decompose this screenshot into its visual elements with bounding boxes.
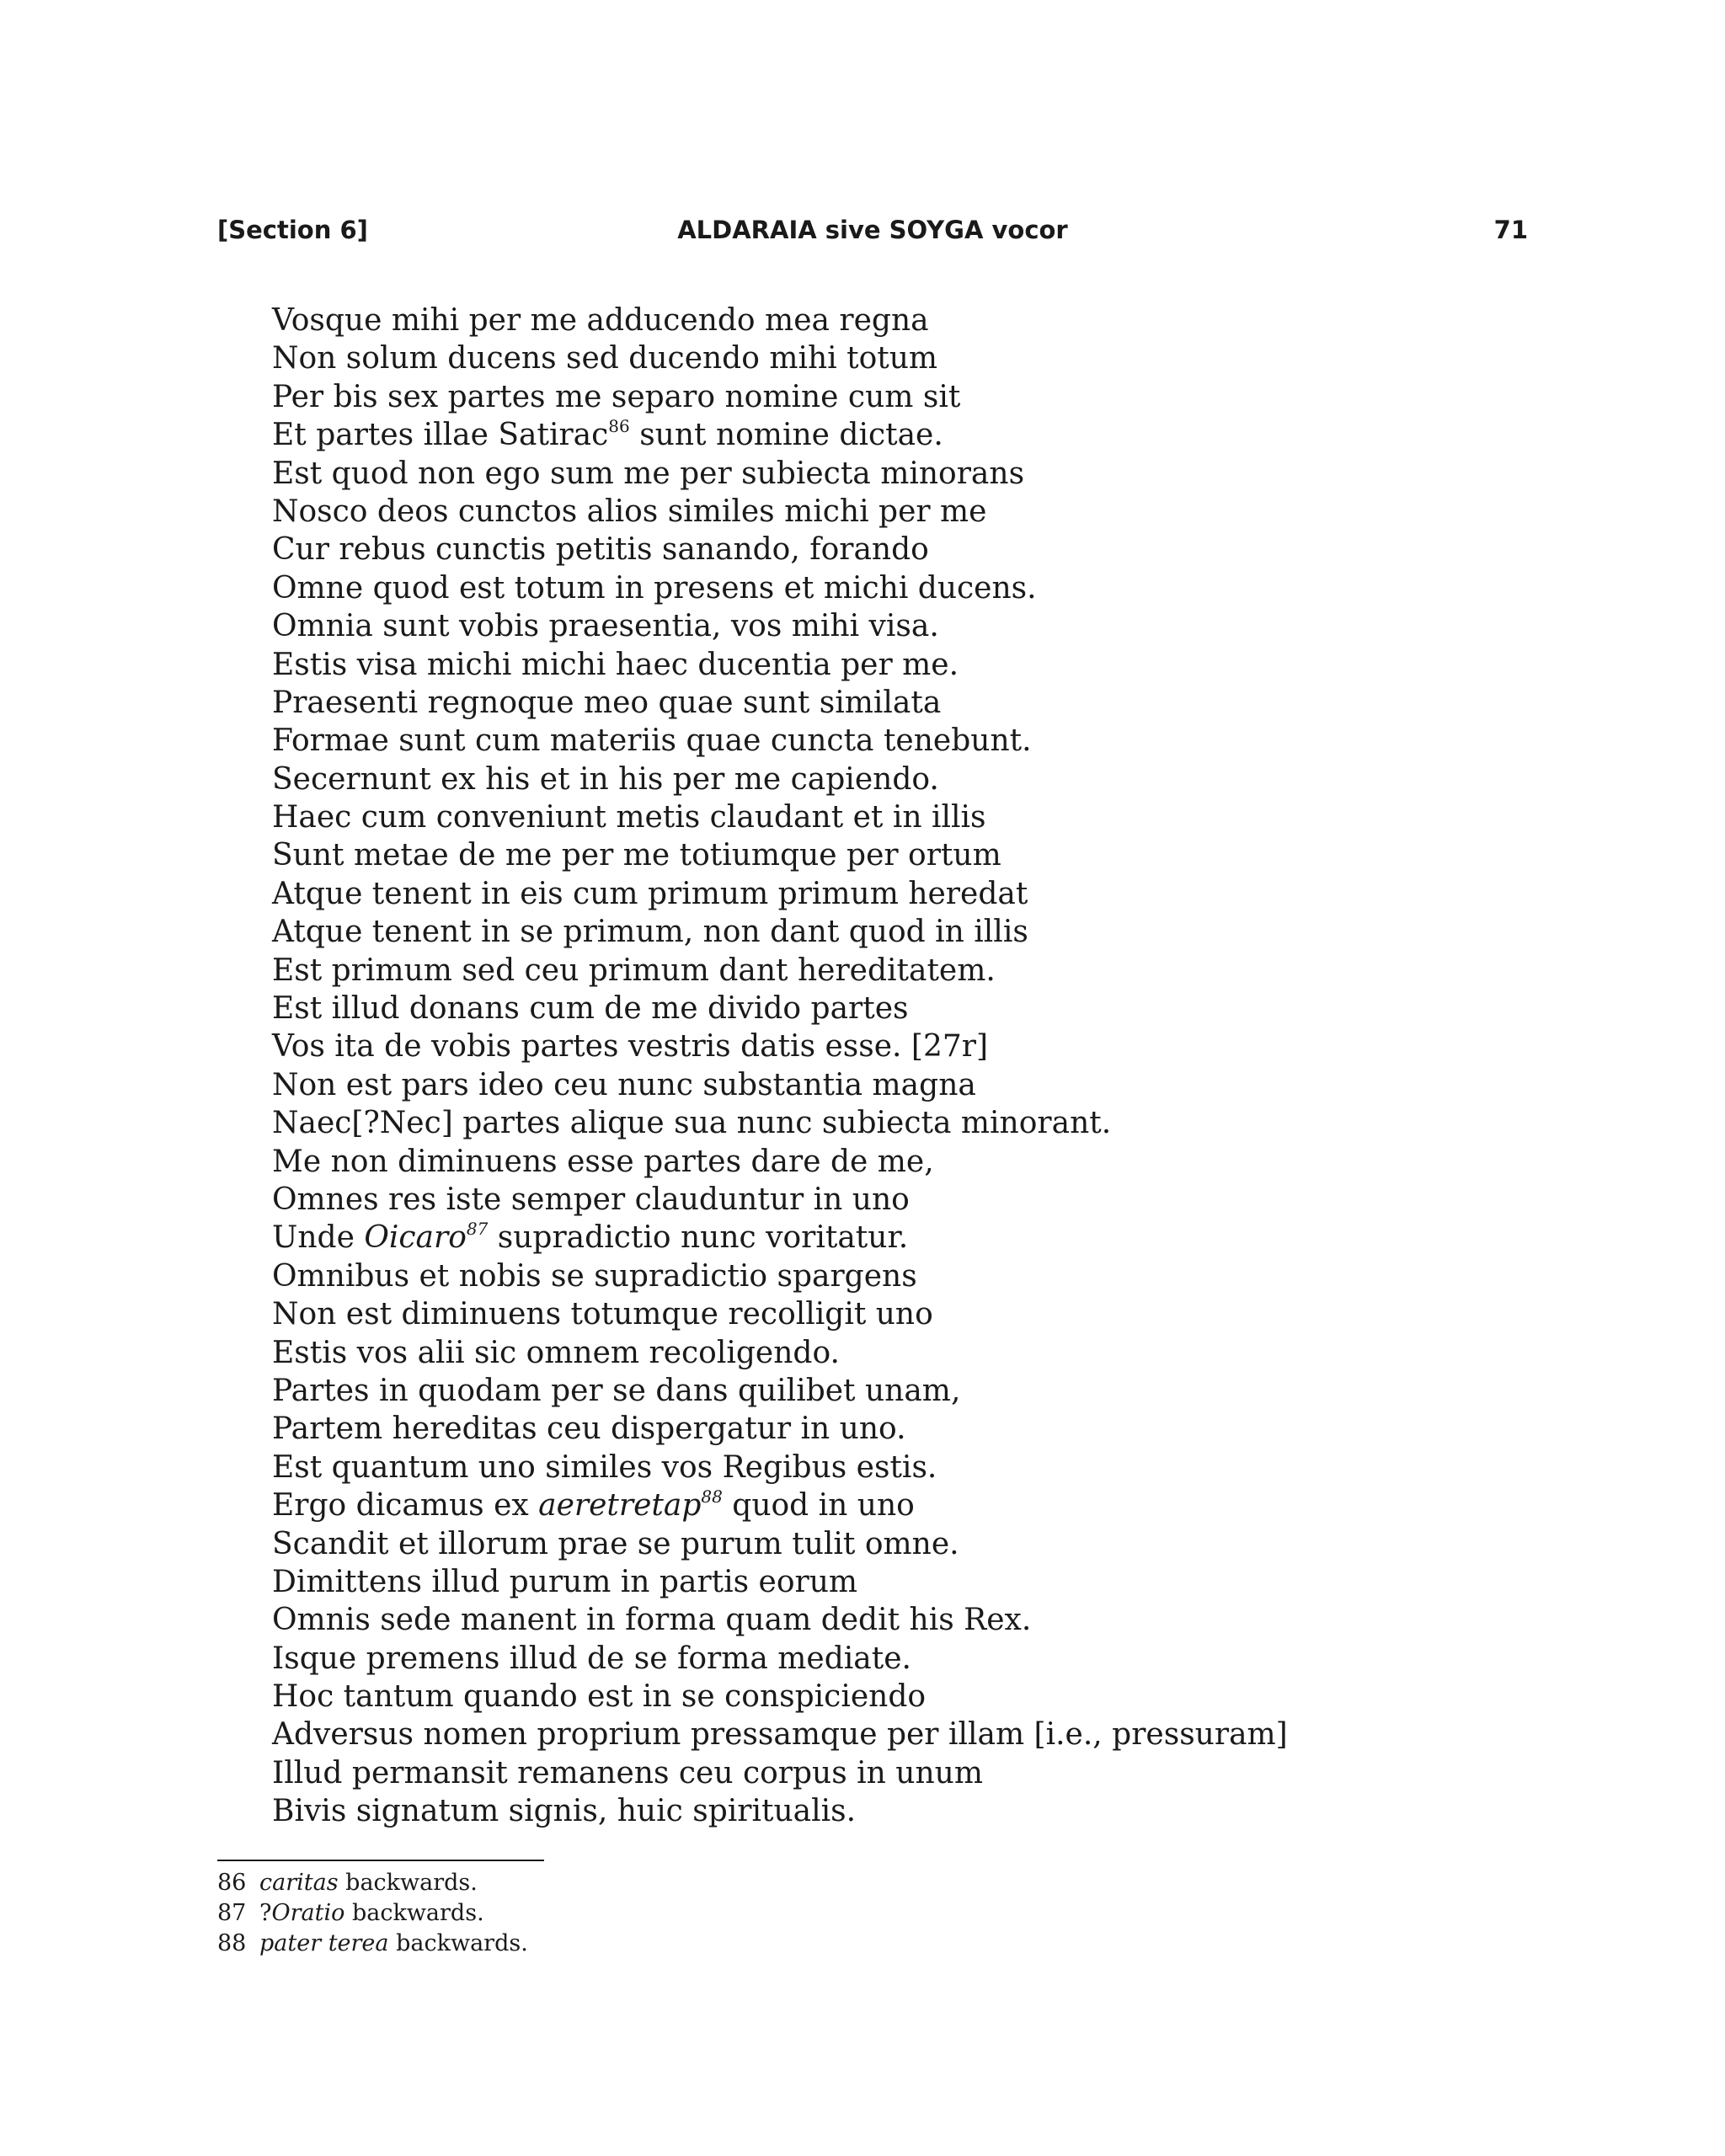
poem-line: Estis vos alii sic omnem recoligendo. xyxy=(272,1335,840,1370)
line-text: quod in uno xyxy=(722,1488,915,1524)
poem-line: Naec[?Nec] partes alique sua nunc subiecta minorant. xyxy=(272,1106,1112,1141)
footnote-number: 88 xyxy=(217,1930,247,1956)
poem-line: Isque premens illud de se forma mediate. xyxy=(272,1641,911,1676)
footnote-ref[interactable]: 87 xyxy=(466,1219,489,1240)
poem-text xyxy=(272,302,1288,1831)
poem-line: Secernunt ex his et in his per me capiendo. xyxy=(272,761,939,797)
footnote-item xyxy=(217,1868,528,1898)
poem-line xyxy=(272,416,1288,454)
poem-line: Omnia sunt vobis praesentia, vos mihi visa. xyxy=(272,609,939,644)
poem-line: Non solum ducens sed ducendo mihi totum xyxy=(272,341,938,376)
italic-word: Oicaro xyxy=(364,1220,467,1256)
poem-line: Omnes res iste semper clauduntur in uno xyxy=(272,1182,910,1217)
poem-line: Adversus nomen proprium pressamque per illam [i.e., pressuram] xyxy=(272,1717,1288,1753)
poem-line: Formae sunt cum materiis quae cuncta tenebunt. xyxy=(272,723,1032,759)
footnote-term: Oratio xyxy=(271,1900,345,1926)
line-text: sunt nomine dictae. xyxy=(629,418,943,453)
poem-line: Est quantum uno similes vos Regibus estis. xyxy=(272,1449,937,1485)
poem-line: Omne quod est totum in presens et michi ducens. xyxy=(272,570,1037,606)
footnote-ref[interactable]: 86 xyxy=(608,416,630,437)
poem-line: Vos ita de vobis partes vestris datis esse. [27r] xyxy=(272,1029,989,1065)
running-header xyxy=(217,216,1528,253)
poem-line: Sunt metae de me per me totiumque per ortum xyxy=(272,838,1001,873)
poem-line: Partem hereditas ceu dispergatur in uno. xyxy=(272,1412,906,1447)
line-text: Et partes illae Satirac xyxy=(272,418,609,453)
footnote-number: 87 xyxy=(217,1900,247,1926)
poem-line: Omnibus et nobis se supradictio spargens xyxy=(272,1258,917,1294)
poem-line: Partes in quodam per se dans quilibet unam, xyxy=(272,1373,961,1408)
footnote-number: 86 xyxy=(217,1870,247,1896)
poem-line: Me non diminuens esse partes dare de me, xyxy=(272,1144,934,1179)
poem-line xyxy=(272,1486,1288,1524)
footnote-prefix: ? xyxy=(259,1900,272,1926)
poem-line: Atque tenent in eis cum primum primum heredat xyxy=(272,876,1028,911)
poem-line: Cur rebus cunctis petitis sanando, forando xyxy=(272,532,929,568)
poem-line: Omnis sede manent in forma quam dedit his Rex. xyxy=(272,1603,1032,1638)
poem-line: Non est pars ideo ceu nunc substantia magna xyxy=(272,1067,976,1102)
poem-line: Vosque mihi per me adducendo mea regna xyxy=(272,303,929,338)
footnote-text: backwards. xyxy=(338,1870,478,1896)
footnotes xyxy=(217,1868,528,1959)
poem-line: Non est diminuens totumque recolligit uno xyxy=(272,1297,933,1332)
footnote-divider xyxy=(217,1860,544,1861)
poem-line: Praesenti regnoque meo quae sunt similata xyxy=(272,685,942,720)
footnote-text: backwards. xyxy=(344,1900,484,1926)
poem-line: Illud permansit remanens ceu corpus in unum xyxy=(272,1755,983,1790)
footnote-item xyxy=(217,1898,528,1929)
footnote-term: caritas xyxy=(259,1870,339,1896)
italic-word: aeretretap xyxy=(538,1488,702,1524)
page-number: 71 xyxy=(1493,216,1528,244)
footnote-term: pater terea xyxy=(259,1930,389,1956)
poem-line: Dimittens illud purum in partis eorum xyxy=(272,1564,858,1599)
poem-line xyxy=(272,1219,1288,1257)
running-title: ALDARAIA sive SOYGA vocor xyxy=(677,216,1068,244)
poem-line: Haec cum conveniunt metis claudant et in illis xyxy=(272,800,986,835)
footnote-ref[interactable]: 88 xyxy=(701,1486,723,1508)
line-text: supradictio nunc voritatur. xyxy=(488,1220,909,1256)
line-text: Ergo dicamus ex xyxy=(272,1488,539,1524)
poem-line: Atque tenent in se primum, non dant quod in illis xyxy=(272,915,1028,950)
footnote-item xyxy=(217,1929,528,1959)
poem-line: Scandit et illorum prae se purum tulit omne. xyxy=(272,1526,959,1561)
poem-line: Bivis signatum signis, huic spiritualis. xyxy=(272,1794,857,1829)
poem-line: Hoc tantum quando est in se conspiciendo xyxy=(272,1679,927,1715)
poem-line: Est quod non ego sum me per subiecta minorans xyxy=(272,456,1025,491)
line-text: Unde xyxy=(272,1220,365,1256)
section-label: [Section 6] xyxy=(217,216,368,244)
poem-line: Nosco deos cunctos alios similes michi per me xyxy=(272,494,987,529)
poem-line: Est primum sed ceu primum dant hereditatem. xyxy=(272,953,996,988)
poem-line: Per bis sex partes me separo nomine cum sit xyxy=(272,379,961,414)
footnote-text: backwards. xyxy=(388,1930,528,1956)
poem-line: Estis visa michi michi haec ducentia per me. xyxy=(272,647,959,682)
poem-line: Est illud donans cum de me divido partes xyxy=(272,991,909,1027)
